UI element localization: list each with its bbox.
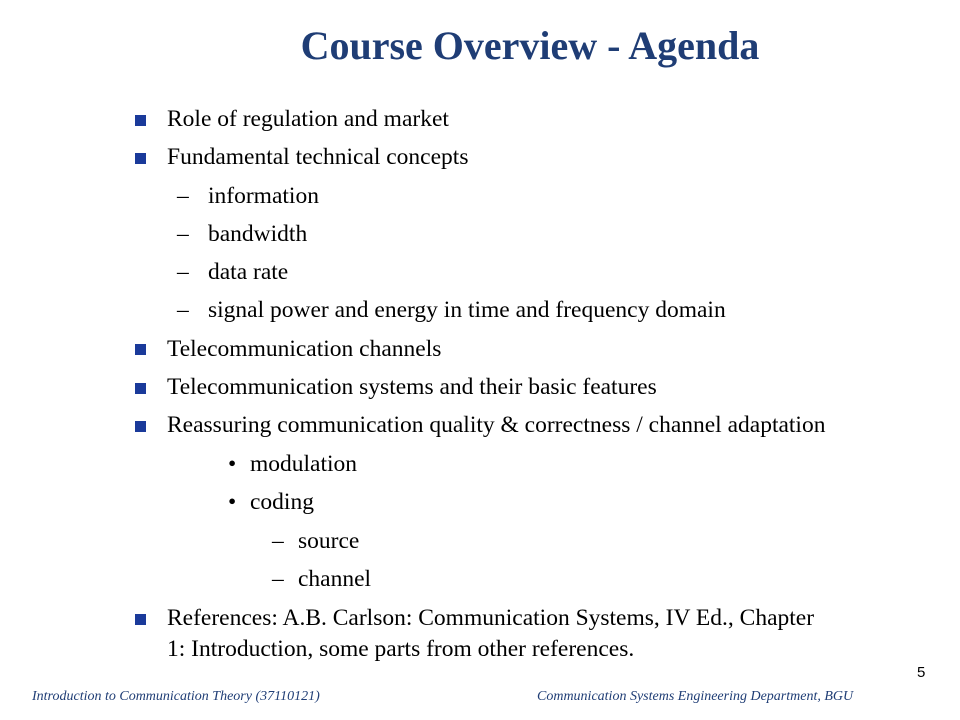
square-bullet-icon xyxy=(135,115,146,126)
agenda-subitem: information xyxy=(208,183,319,209)
round-bullet-icon: • xyxy=(228,489,237,515)
square-bullet-icon xyxy=(135,421,146,432)
square-bullet-icon xyxy=(135,344,146,355)
page-number: 5 xyxy=(917,664,926,681)
dash-bullet-icon: – xyxy=(272,528,284,554)
round-bullet-icon: • xyxy=(228,451,237,477)
square-bullet-icon xyxy=(135,614,146,625)
agenda-item: Telecommunication channels xyxy=(167,336,442,362)
footer-department: Communication Systems Engineering Department, BGU xyxy=(537,689,854,704)
slide-title: Course Overview - Agenda xyxy=(300,23,760,68)
agenda-item-continuation: 1: Introduction, some parts from other references. xyxy=(167,636,635,662)
agenda-item: Telecommunication systems and their basic features xyxy=(167,374,657,400)
agenda-subitem: data rate xyxy=(208,259,289,285)
agenda-item: Role of regulation and market xyxy=(167,106,449,132)
dash-bullet-icon: – xyxy=(272,566,284,592)
dash-bullet-icon: – xyxy=(177,297,189,323)
dash-bullet-icon: – xyxy=(177,221,189,247)
agenda-subitem: source xyxy=(298,528,360,554)
dash-bullet-icon: – xyxy=(177,183,189,209)
agenda-item: References: A.B. Carlson: Communication Systems, IV Ed., Chapter xyxy=(167,605,815,631)
agenda-subitem: modulation xyxy=(250,451,358,477)
square-bullet-icon xyxy=(135,383,146,394)
agenda-subitem: channel xyxy=(298,566,372,592)
dash-bullet-icon: – xyxy=(177,259,189,285)
agenda-subitem: coding xyxy=(250,489,314,515)
agenda-item: Reassuring communication quality & correctness / channel adaptation xyxy=(167,412,826,438)
square-bullet-icon xyxy=(135,153,146,164)
agenda-subitem: bandwidth xyxy=(208,221,308,247)
agenda-item: Fundamental technical concepts xyxy=(167,144,469,170)
agenda-subitem: signal power and energy in time and frequency domain xyxy=(208,297,726,323)
footer-course-title: Introduction to Communication Theory (37110121) xyxy=(32,689,320,704)
